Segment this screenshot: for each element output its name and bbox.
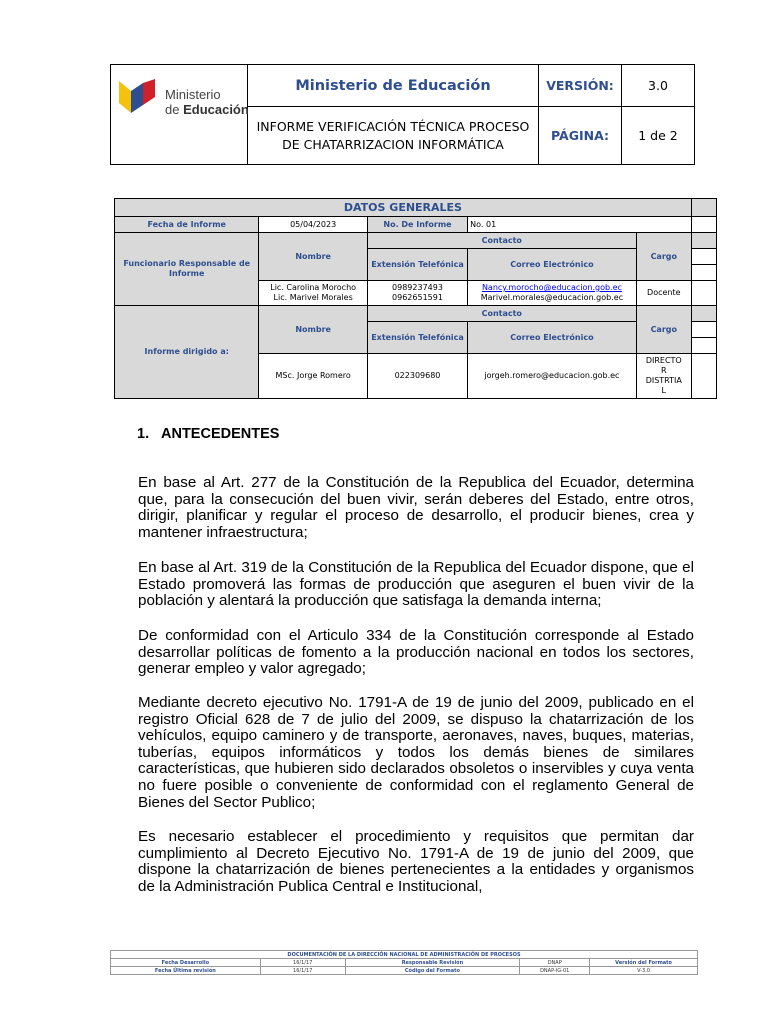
section-title: ANTECEDENTES — [161, 426, 280, 442]
addressed-name: MSc. Jorge Romero — [259, 354, 367, 399]
addressed-role-line: L — [661, 386, 667, 395]
responsible-name-header: Nombre — [259, 233, 367, 281]
report-title-line1: INFORME VERIFICACIÓN TÉCNICA PROCESO — [256, 118, 530, 134]
section-number: 1. — [137, 426, 150, 442]
responsible-role-header: Cargo — [636, 233, 691, 281]
ministry-name: Ministerio de Educación — [248, 65, 539, 107]
addressed-role-line: DIRECTO — [645, 356, 682, 365]
section-heading — [137, 426, 279, 442]
general-data-title: DATOS GENERALES — [115, 199, 692, 217]
addressed-role — [636, 354, 691, 399]
addressed-email-header: Correo Electrónico — [468, 322, 637, 354]
addressed-contact-header: Contacto — [367, 306, 636, 322]
footer-cell: Fecha Desarrollo — [111, 959, 261, 967]
report-date-label: Fecha de Informe — [115, 217, 259, 233]
addressed-role-line: R — [661, 366, 667, 375]
logo-line2-bold: Educación — [183, 102, 249, 117]
report-number-value: No. 01 — [468, 217, 692, 233]
footer-cell: V-3.0 — [590, 967, 698, 975]
empty-cell — [691, 199, 716, 217]
logo-wordmark — [165, 87, 249, 117]
responsible-phone-1: 0989237493 — [392, 283, 443, 292]
version-label: VERSIÓN: — [539, 65, 622, 107]
responsible-name-2: Lic. Marivel Morales — [273, 293, 353, 302]
report-number-label: No. De Informe — [367, 217, 467, 233]
empty-cell — [691, 249, 716, 265]
logo-line2 — [165, 102, 249, 117]
footer-cell: Código del Formato — [345, 967, 520, 975]
responsible-role: Docente — [636, 281, 691, 306]
footer-cell: Responsable Revisión — [345, 959, 520, 967]
responsible-email-link[interactable]: Nancy.morocho@educacion.gob.ec — [481, 283, 622, 292]
addressed-email: jorgeh.romero@educacion.gob.ec — [468, 354, 637, 399]
report-title-line2: DE CHATARRIZACION INFORMÁTICA — [282, 136, 504, 152]
page-value: 1 de 2 — [622, 107, 695, 165]
responsible-names — [259, 281, 367, 306]
document-header — [110, 64, 695, 165]
responsible-phones — [367, 281, 467, 306]
responsible-email-2: Marivel.morales@educacion.gob.ec — [480, 293, 624, 302]
report-title — [248, 107, 539, 165]
footer-title: DOCUMENTACIÓN DE LA DIRECCIÓN NACIONAL DE ADMINISTRACIÓN DE PROCESOS — [111, 951, 698, 959]
responsible-email-header: Correo Electrónico — [468, 249, 637, 281]
general-data-table — [114, 198, 717, 399]
responsible-name-1: Lic. Carolina Morocho — [270, 283, 357, 292]
footer-cell: 16/1/17 — [260, 967, 345, 975]
logo-line1: Ministerio — [165, 87, 221, 102]
empty-cell — [691, 281, 716, 306]
page-label: PÁGINA: — [539, 107, 622, 165]
responsible-emails — [468, 281, 637, 306]
addressed-name-header: Nombre — [259, 306, 367, 354]
paragraph-decree-1791: Mediante decreto ejecutivo No. 1791-A de 19 de junio del 2009, publicado en el registro Oficial 628 de 7 de julio del 2009, se dispuso la chatarrización de los vehículos, equipo caminero y de transporte, aeronaves, naves, buques, materias, tuberías, equipos informáticos y todos los demás bienes de similares características, que hubieren sido declarados obsoletos o inservibles y cuya venta no fuere posible o conveniente de conformidad con el reglamento General de Bienes del Sector Publico; — [138, 694, 694, 811]
ministry-emblem-icon — [117, 77, 157, 117]
paragraph-art-319: En base al Art. 319 de la Constitución de la Republica del Ecuador dispone, que el Estado promoverá las formas de producción que aseguren el buen vivir de la población y alentará la producción que satisfaga la demanda interna; — [138, 559, 694, 610]
addressed-label: Informe dirigido a: — [115, 306, 259, 399]
empty-cell — [691, 233, 716, 249]
ministry-logo — [111, 65, 248, 165]
empty-cell — [691, 265, 716, 281]
responsible-label: Funcionario Responsable de Informe — [115, 233, 259, 306]
empty-cell — [691, 338, 716, 354]
footer-cell: 16/1/17 — [260, 959, 345, 967]
empty-cell — [691, 306, 716, 322]
document-footer — [110, 950, 698, 975]
addressed-phone-header: Extensión Telefónica — [367, 322, 467, 354]
logo-line2-prefix: de — [165, 102, 184, 117]
addressed-role-header: Cargo — [636, 306, 691, 354]
empty-cell — [691, 217, 716, 233]
addressed-role-line: DISTRTIA — [645, 376, 682, 385]
footer-cell: Fecha Última revisión — [111, 967, 261, 975]
paragraph-art-277: En base al Art. 277 de la Constitución de la Republica del Ecuador, determina que, para la consecución del buen vivir, serán deberes del Estado, entre otros, dirigir, planificar y regular el proceso de desarrollo, el producir bienes, crea y mantener infraestructura; — [138, 474, 694, 541]
footer-cell: DNAP-IG-01 — [520, 967, 590, 975]
paragraph-procedure: Es necesario establecer el procedimiento y requisitos que permitan dar cumplimiento al Decreto Ejecutivo No. 1791-A de 19 de junio del 2009, que dispone la chatarrización de bienes pertenecientes a la entidades y organismos de la Administración Publica Central e Institucional, — [138, 828, 694, 895]
footer-cell: Versión del Formato — [590, 959, 698, 967]
empty-cell — [691, 354, 716, 399]
responsible-phone-2: 0962651591 — [392, 293, 443, 302]
version-value: 3.0 — [622, 65, 695, 107]
responsible-phone-header: Extensión Telefónica — [367, 249, 467, 281]
paragraph-art-334: De conformidad con el Articulo 334 de la Constitución corresponde al Estado desarrollar políticas de fomento a la producción nacional en todos los sectores, generar empleo y valor agregado; — [138, 627, 694, 678]
responsible-contact-header: Contacto — [367, 233, 636, 249]
addressed-phone: 022309680 — [367, 354, 467, 399]
footer-cell: DNAP — [520, 959, 590, 967]
report-date-value: 05/04/2023 — [259, 217, 367, 233]
empty-cell — [691, 322, 716, 338]
